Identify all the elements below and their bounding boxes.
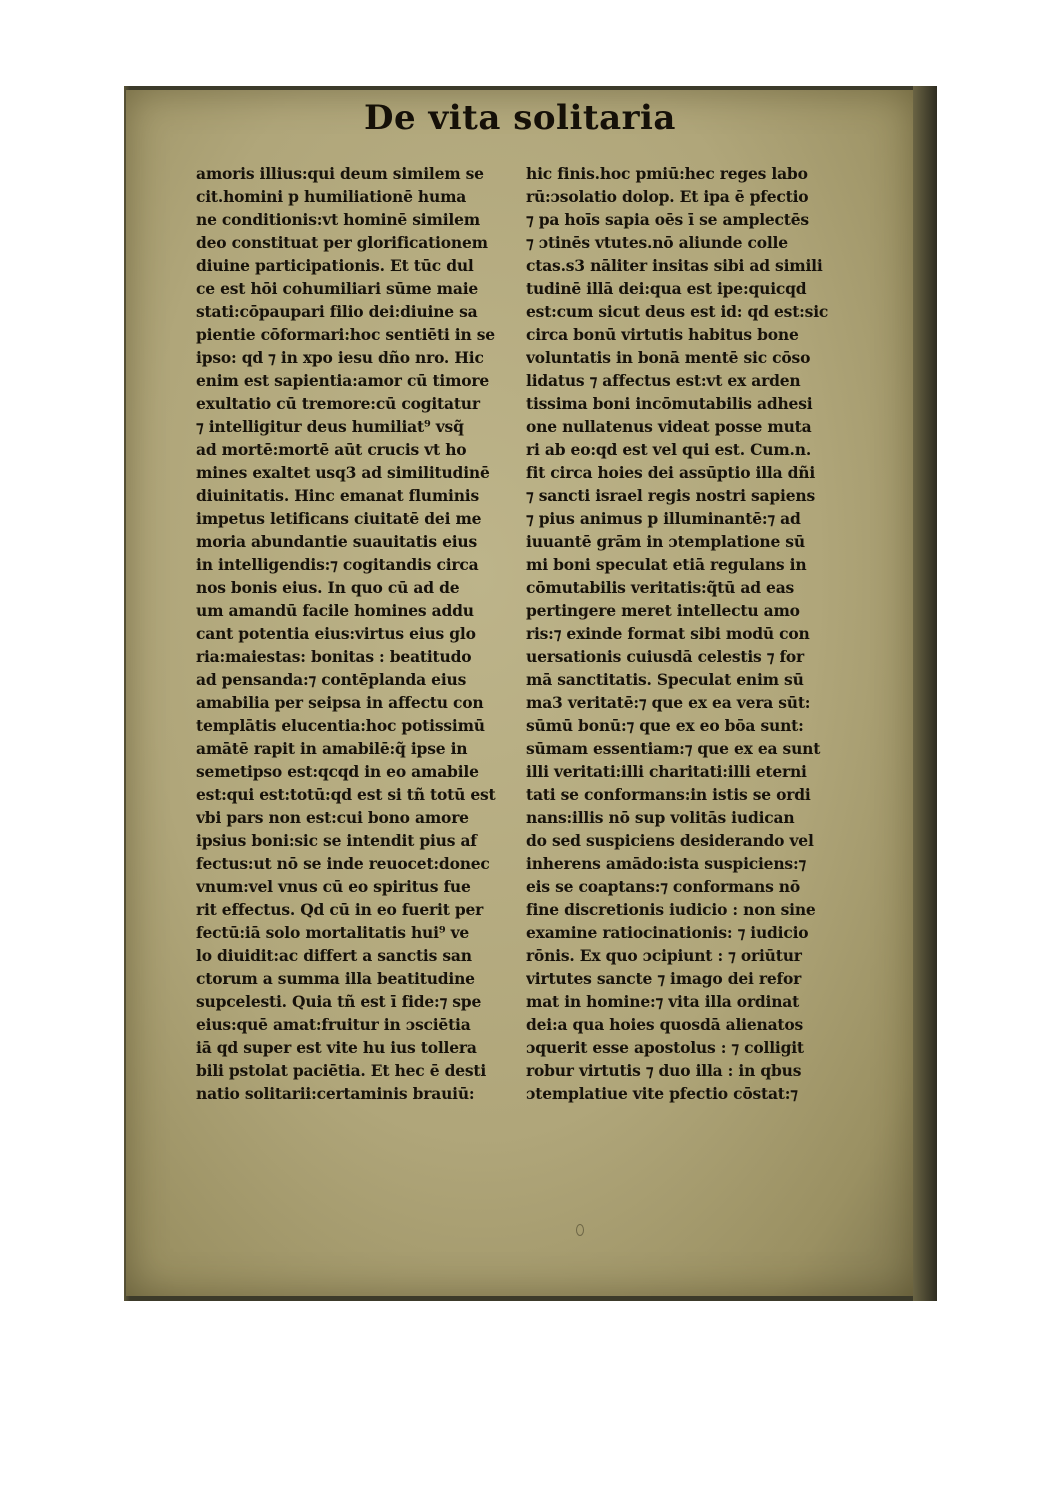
text-column-left: [196, 162, 546, 1105]
text-line: amātē rapit in amabilē:q̃ ipse in: [196, 739, 468, 758]
text-line: fectū:iā solo mortalitatis hui⁹ ve: [196, 923, 470, 942]
text-line: moria abundantie suauitatis eius: [196, 532, 478, 551]
text-line: pientie cōformari:hoc sentiēti in se: [196, 325, 495, 344]
text-line: ctas.s3 nāliter insitas sibi ad simili: [526, 256, 823, 275]
text-line: bili pstolat paciētia. Et hec ē desti: [196, 1061, 487, 1080]
text-line: uersationis cuiusdā celestis ⁊ for: [526, 647, 805, 666]
text-line: mā sanctitatis. Speculat enim sū: [526, 670, 804, 689]
text-line: nos bonis eius. In quo cū ad de: [196, 578, 460, 597]
text-line: sūmam essentiam:⁊ que ex ea sunt: [526, 739, 821, 758]
text-line: ma3 veritatē:⁊ que ex ea vera sūt:: [526, 693, 811, 712]
text-line: um amandū facile homines addu: [196, 601, 474, 620]
text-line: dei:a qua hoies quosdā alienatos: [526, 1015, 804, 1034]
text-line: robur virtutis ⁊ duo illa : in qbus: [526, 1061, 802, 1080]
text-line: diuinitatis. Hinc emanat fluminis: [196, 486, 480, 505]
text-line: iuuantē grām in ɔtemplatione sū: [526, 532, 805, 551]
text-line: eius:quē amat:fruitur in ɔsciētia: [196, 1015, 471, 1034]
text-line: mines exaltet usq3 ad similitudinē: [196, 463, 490, 482]
text-line: nans:illis nō sup volitās iudican: [526, 808, 795, 827]
text-column-right: [526, 162, 876, 1105]
text-line: circa bonū virtutis habitus bone: [526, 325, 799, 344]
text-line: lidatus ⁊ affectus est:vt ex arden: [526, 371, 801, 390]
text-line: ⁊ pa hoīs sapia oēs ī se amplectēs: [526, 210, 809, 229]
text-line: semetipso est:qcqd in eo amabile: [196, 762, 479, 781]
text-line: vbi pars non est:cui bono amore: [196, 808, 469, 827]
text-line: rū:ɔsolatio dolop. Et ipa ē pfectio: [526, 187, 809, 206]
text-line: lo diuidit:ac differt a sanctis san: [196, 946, 472, 965]
text-line: tissima boni incōmutabilis adhesi: [526, 394, 813, 413]
text-line: sūmū bonū:⁊ que ex eo bōa sunt:: [526, 716, 804, 735]
text-line: ⁊ intelligitur deus humiliat⁹ vsq̃: [196, 417, 464, 436]
text-line: templātis elucentia:hoc potissimū: [196, 716, 485, 735]
text-line: hic finis.hoc pmiū:hec reges labo: [526, 164, 808, 183]
text-line: amoris illius:qui deum similem se: [196, 164, 484, 183]
text-line: diuine participationis. Et tūc dul: [196, 256, 474, 275]
text-line: eis se coaptans:⁊ conformans nō: [526, 877, 800, 896]
text-line: cōmutabilis veritatis:q̃tū ad eas: [526, 578, 795, 597]
text-line: ri ab eo:qd est vel qui est. Cum.n.: [526, 440, 812, 459]
text-line: virtutes sancte ⁊ imago dei refor: [526, 969, 802, 988]
text-line: fectus:ut nō se inde reuocet:donec: [196, 854, 490, 873]
page-blemish: [576, 1224, 584, 1236]
text-line: ipsius boni:sic se intendit pius af: [196, 831, 477, 850]
text-line: pertingere meret intellectu amo: [526, 601, 800, 620]
text-line: ⁊ pius animus p illuminantē:⁊ ad: [526, 509, 801, 528]
text-line: deo constituat per glorificationem: [196, 233, 488, 252]
text-line: ne conditionis:vt hominē similem: [196, 210, 480, 229]
text-line: in intelligendis:⁊ cogitandis circa: [196, 555, 479, 574]
text-line: exultatio cū tremore:cū cogitatur: [196, 394, 480, 413]
text-line: ad mortē:mortē aūt crucis vt ho: [196, 440, 467, 459]
text-line: impetus letificans ciuitatē dei me: [196, 509, 482, 528]
text-line: cant potentia eius:virtus eius glo: [196, 624, 476, 643]
text-line: vnum:vel vnus cū eo spiritus fue: [196, 877, 471, 896]
text-line: ctorum a summa illa beatitudine: [196, 969, 475, 988]
text-line: illi veritati:illi charitati:illi eterni: [526, 762, 807, 781]
text-line: est:cum sicut deus est id: qd est:sic: [526, 302, 829, 321]
text-line: fit circa hoies dei assūptio illa dñi: [526, 463, 816, 482]
text-line: rōnis. Ex quo ɔcipiunt : ⁊ oriūtur: [526, 946, 802, 965]
text-line: enim est sapientia:amor cū timore: [196, 371, 490, 390]
text-line: amabilia per seipsa in affectu con: [196, 693, 484, 712]
text-line: stati:cōpaupari filio dei:diuine sa: [196, 302, 478, 321]
text-line: ris:⁊ exinde format sibi modū con: [526, 624, 810, 643]
text-line: ⁊ sancti israel regis nostri sapiens: [526, 486, 815, 505]
text-line: ad pensanda:⁊ contēplanda eius: [196, 670, 467, 689]
page-scan: [124, 86, 937, 1301]
text-line: ce est hōi cohumiliari sūme maie: [196, 279, 479, 298]
text-line: ipso: qd ⁊ in xpo iesu dño nro. Hic: [196, 348, 484, 367]
text-line: iā qd super est vite hu ius tollera: [196, 1038, 477, 1057]
text-line: mat in homine:⁊ vita illa ordinat: [526, 992, 800, 1011]
running-head: De vita solitaria: [364, 98, 676, 138]
text-line: tati se conformans:in istis se ordi: [526, 785, 811, 804]
text-line: do sed suspiciens desiderando vel: [526, 831, 814, 850]
text-line: mi boni speculat etiā regulans in: [526, 555, 807, 574]
text-line: natio solitarii:certaminis brauiū:: [196, 1084, 475, 1103]
text-line: examine ratiocinationis: ⁊ iudicio: [526, 923, 809, 942]
text-line: ria:maiestas: bonitas : beatitudo: [196, 647, 472, 666]
text-line: ɔtemplatiue vite pfectio cōstat:⁊: [526, 1084, 798, 1103]
text-line: est:qui est:totū:qd est si tñ totū est: [196, 785, 496, 804]
text-line: tudinē illā dei:qua est ipe:quicqd: [526, 279, 807, 298]
text-line: ɔquerit esse apostolus : ⁊ colligit: [526, 1038, 804, 1057]
text-line: supcelesti. Quia tñ est ī fide:⁊ spe: [196, 992, 482, 1011]
book-leaf: [126, 90, 914, 1296]
text-line: inherens amādo:ista suspiciens:⁊: [526, 854, 806, 873]
text-line: one nullatenus videat posse muta: [526, 417, 812, 436]
text-line: rit effectus. Qd cū in eo fuerit per: [196, 900, 484, 919]
text-line: voluntatis in bonā mentē sic cōso: [526, 348, 811, 367]
book-spine-shadow: [913, 86, 937, 1301]
text-line: ⁊ ɔtinēs vtutes.nō aliunde colle: [526, 233, 788, 252]
text-line: fine discretionis iudicio : non sine: [526, 900, 816, 919]
text-line: cit.homini p humiliationē huma: [196, 187, 467, 206]
